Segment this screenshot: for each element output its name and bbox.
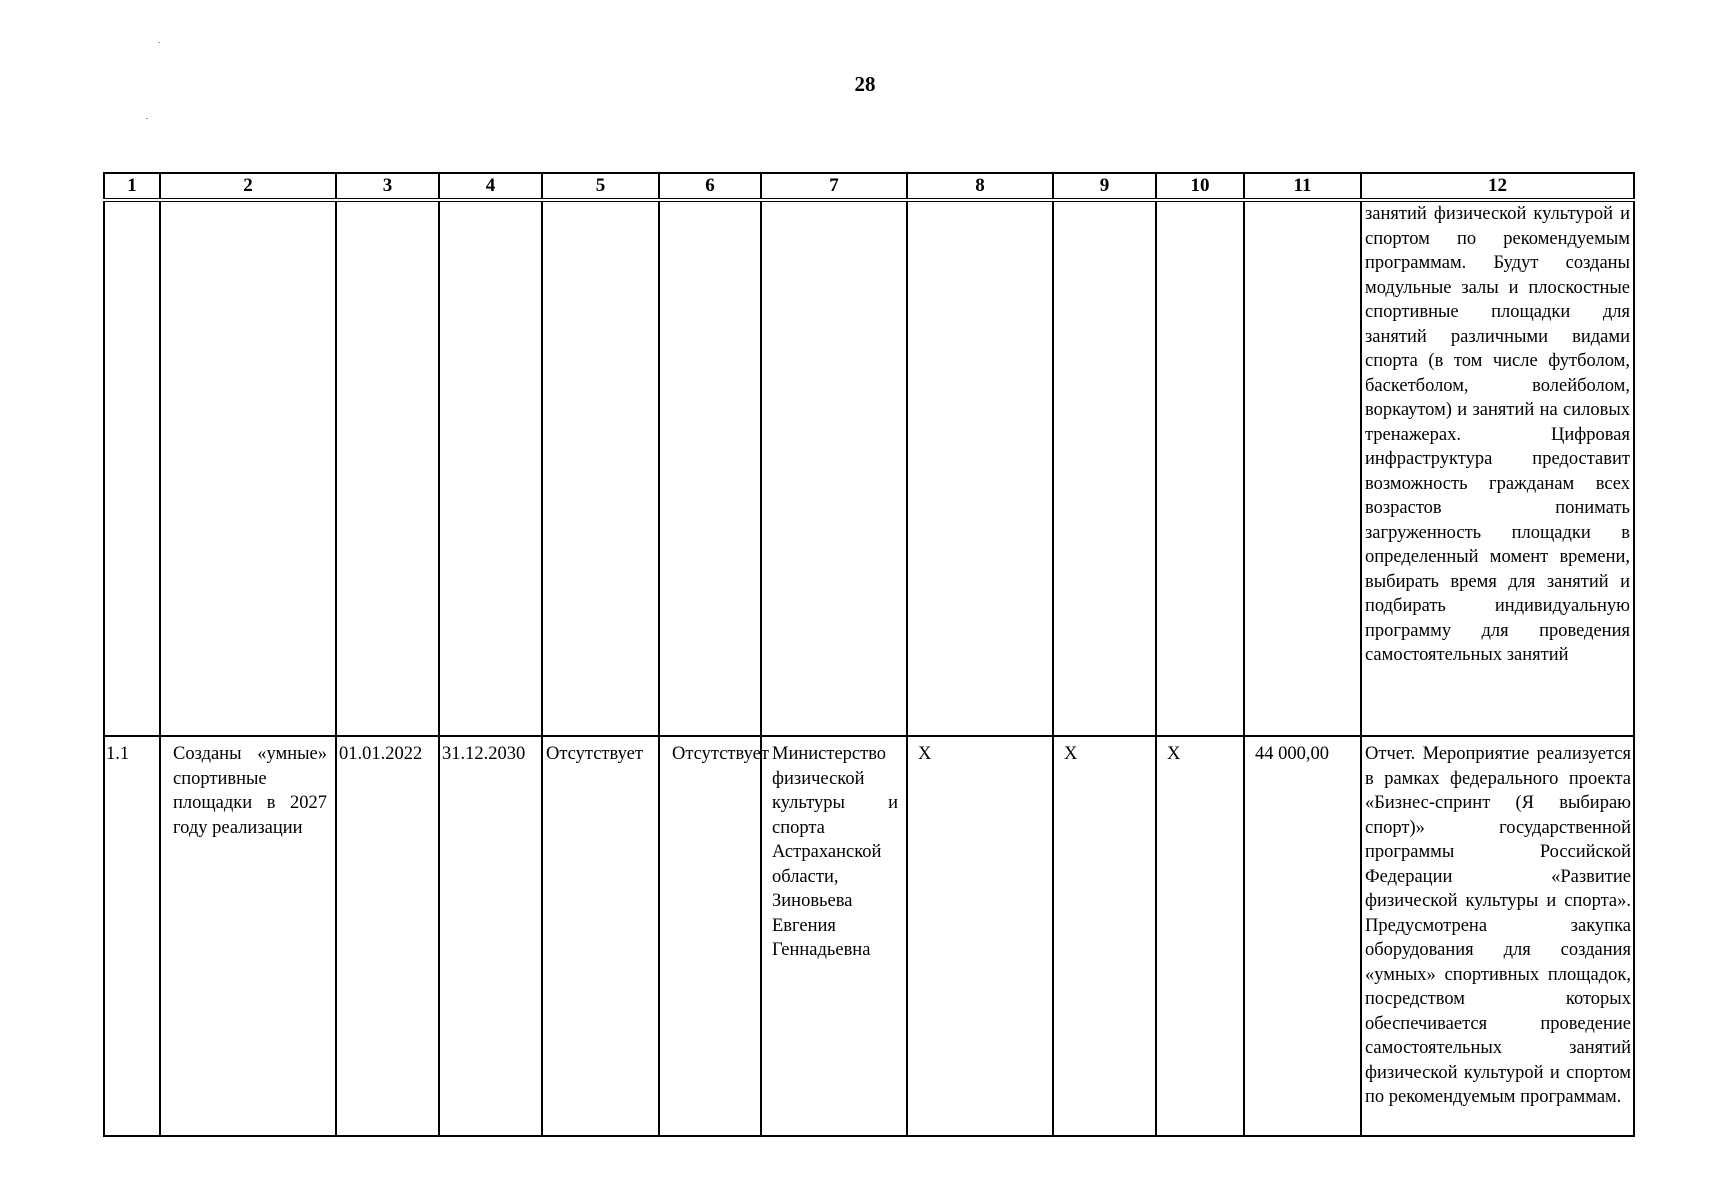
table-cell [907,200,1053,736]
page-number: 28 [854,72,876,96]
column-header: 10 [1156,173,1244,200]
column-header: 2 [160,173,336,200]
table-cell [104,200,160,736]
start-date: 01.01.2022 [336,736,439,1136]
column-header: 4 [439,173,542,200]
scan-speck [158,42,160,43]
activity-name: Созданы «умные» спортивные площадки в 2027 году реализации [160,736,336,1136]
continuation-row [104,200,1634,736]
column-10-value: X [1156,736,1244,1136]
result-note: Отчет. Мероприятие реализуется в рамках федерального проекта «Бизнес-спринт (Я выбираю спорт)» государственной программы Российской Федерации «Развитие физической культуры и спорта». Предусмотрена закупка оборудования для создания «умных» спортивных площадок, посредством которых обеспечивается проведение самостоятельных занятий физической культурой и спортом по рекомендуемым программам. [1361,736,1634,1136]
column-header: 6 [659,173,761,200]
column-header: 8 [907,173,1053,200]
table-cell [160,200,336,736]
column-9-value: X [1053,736,1156,1136]
column-8-value: X [907,736,1053,1136]
plan-table [103,172,1635,1137]
column-header: 1 [104,173,160,200]
responsible-party: Министерство физической культуры и спорта Астраханской области, Зиновьева Евгения Геннадьевна [761,736,907,1136]
table-cell [542,200,659,736]
end-date: 31.12.2030 [439,736,542,1136]
table-cell [439,200,542,736]
table-cell [659,200,761,736]
continuation-note: занятий физической культурой и спортом по рекомендуемым программам. Будут созданы модульные залы и плоскостные спортивные площадки для занятий различными видами спорта (в том числе футболом, баскетболом, волейболом, воркаутом) и занятий на силовых тренажерах. Цифровая инфраструктура предоставит возможность гражданам всех возрастов понимать загруженность площадки в определенный момент времени, выбирать время для занятий и подбирать индивидуальную программу для проведения самостоятельных занятий [1361,200,1634,736]
table-row-1-1 [104,736,1634,1136]
column-6-value: Отсутствует [659,736,761,1136]
table-cell [1244,200,1361,736]
scan-speck [146,118,148,119]
column-header: 12 [1361,173,1634,200]
column-header: 3 [336,173,439,200]
table-cell [1156,200,1244,736]
funding-amount: 44 000,00 [1244,736,1361,1136]
table-cell [761,200,907,736]
column-number-header-row [104,173,1634,200]
table-cell [336,200,439,736]
column-header: 11 [1244,173,1361,200]
column-header: 7 [761,173,907,200]
table-cell [1053,200,1156,736]
row-number: 1.1 [104,736,160,1136]
column-header: 5 [542,173,659,200]
column-5-value: Отсутствует [542,736,659,1136]
column-header: 9 [1053,173,1156,200]
